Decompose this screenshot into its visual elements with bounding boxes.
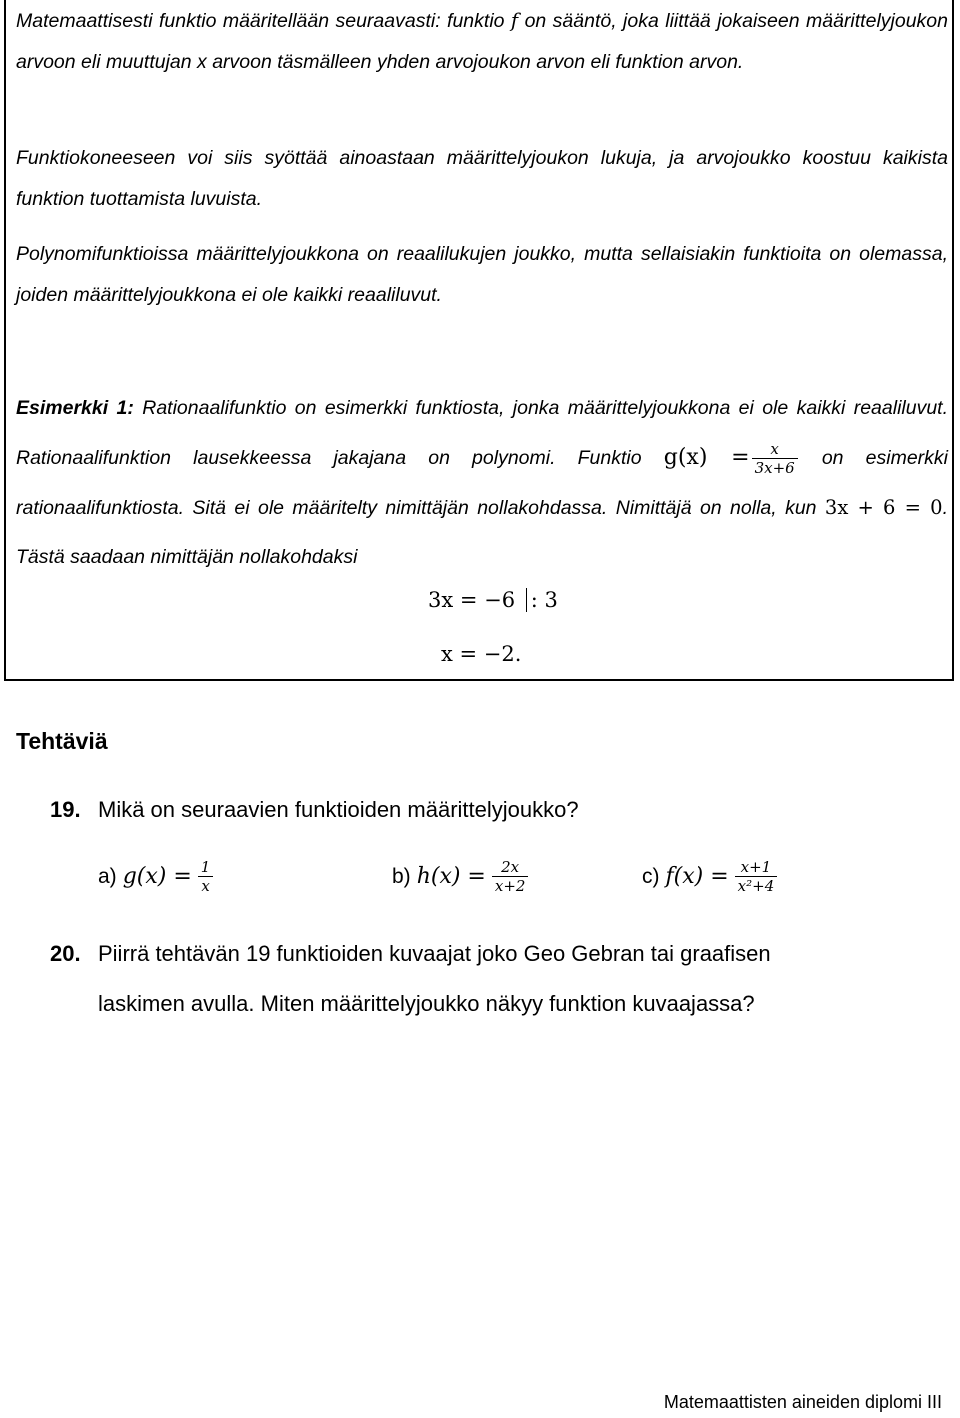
task-19-c: c) f(x) = $\frac{x+1}{\text{x²+4}}$ — [642, 858, 779, 895]
section-heading: Tehtäviä — [16, 728, 108, 754]
intro-paragraph-3: Polynomifunktioissa määrittelyjoukkona on reaalilukujen joukko, mutta sellaisiakin funktioita on olemassa, joiden määrittelyjoukkona ei ole kaikki reaaliluvut. — [16, 243, 948, 306]
example-condition: 3x + 6 = 0 — [824, 496, 943, 519]
task-19-a: a) g(x) = $\frac{1}{x}$ — [98, 858, 215, 895]
example-fraction: $\frac{x}{3x+6}$ — [752, 440, 798, 477]
fraction-b: $\frac{2x}{x+2}$ — [492, 858, 529, 895]
example-label: Esimerkki 1: — [16, 397, 134, 419]
fraction-a: $\frac{1}{x}$ — [198, 858, 214, 895]
fraction-c: $\frac{x+1}{\text{x²+4}}$ — [735, 858, 778, 895]
intro-paragraph-2: Funktiokoneeseen voi siis syöttää ainoastaan määrittelyjoukon lukuja, ja arvojoukko koostuu kaikista funktion tuottamista luvuista. — [16, 147, 948, 210]
footer-text: Matemaattisten aineiden diplomi III — [663, 1392, 942, 1412]
equation-1: 3x = −6 : 3 — [428, 588, 558, 612]
task-20: 20. Piirrä tehtävän 19 funktioiden kuvaajat joko Geo Gebran tai graafisen laskimen avulla. Miten määrittelyjoukko näkyy funktion kuvaajassa? — [50, 941, 771, 1016]
function-symbol: f — [510, 9, 519, 32]
task-19: 19. Mikä on seuraavien funktioiden määrittelyjoukko? — [50, 797, 579, 822]
task-19-b: b) h(x) = $\frac{2x}{x+2}$ — [392, 858, 530, 895]
example-paragraph: Esimerkki 1: Rationaalifunktio on esimerkki funktiosta, jonka määrittelyjoukkona ei ole kaikki reaaliluvut. Rationaalifunktion lausekkeessa jakajana on polynomi. Funktio g(x) = $\frac{x}{3x+6}$ on esimerkki rationaalifunktiosta. Sitä ei ole määritelty nimittäjän nollakohdassa. Nimittäjä on nolla, kun 3x + 6 = 0. Tästä saadaan nimittäjän nollakohdaksi — [16, 397, 949, 568]
equation-2: x = −2. — [441, 642, 522, 666]
intro-paragraph-1: Matemaattisesti funktio määritellään seuraavasti: funktio f on sääntö, joka liittää jokaiseen määrittelyjoukon arvoon eli muuttujan x arvoon täsmälleen yhden arvojoukon arvon eli funktion arvon. — [16, 9, 948, 73]
example-function-lhs: g(x) = — [663, 445, 750, 470]
